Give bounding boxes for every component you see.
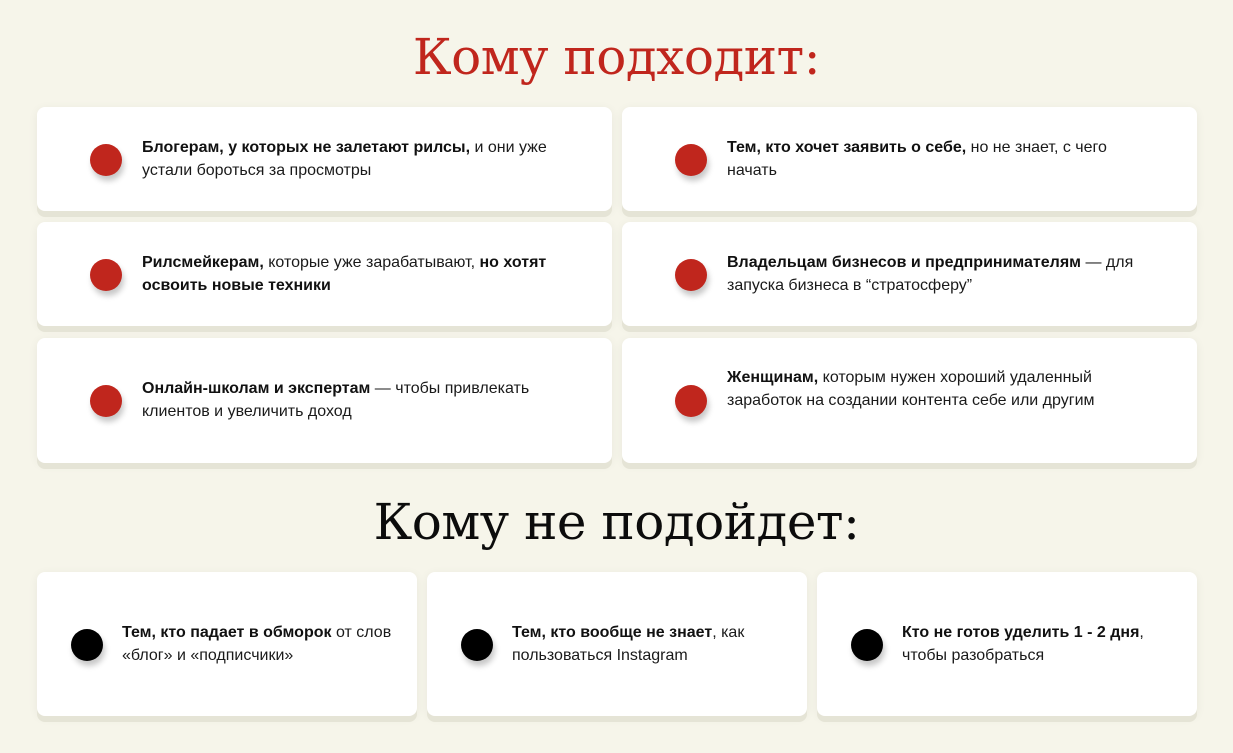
red-bullet-icon	[675, 259, 707, 291]
bold-text-segment: Тем, кто хочет заявить о себе,	[727, 139, 967, 156]
fit-card-5	[37, 338, 612, 463]
bold-text-segment: Тем, кто вообще не знает	[512, 624, 713, 641]
fit-card-text	[142, 377, 542, 423]
bold-text-segment: Блогерам, у которых не залетают рилсы,	[142, 139, 471, 156]
red-bullet-icon	[90, 259, 122, 291]
black-bullet-icon	[851, 629, 883, 661]
text-segment: но не знает, с чего начать	[727, 139, 1107, 179]
bold-text-segment: Тем, кто падает в обморок	[122, 624, 332, 641]
red-bullet-icon	[675, 385, 707, 417]
red-bullet-icon	[90, 385, 122, 417]
black-bullet-icon	[71, 629, 103, 661]
fit-card-3	[37, 222, 612, 326]
fit-card-1	[37, 107, 612, 211]
notfit-card-text	[902, 621, 1172, 667]
red-bullet-icon	[90, 144, 122, 176]
text-segment: , чтобы разобраться	[902, 624, 1144, 664]
notfit-card-3	[817, 572, 1197, 716]
fit-card-4	[622, 222, 1197, 326]
fit-card-2	[622, 107, 1197, 211]
notfit-card-text	[512, 621, 782, 667]
text-segment: и они уже устали бороться за просмотры	[142, 139, 547, 179]
text-segment: — для запуска бизнеса в “стратосферу”	[727, 254, 1134, 294]
red-bullet-icon	[675, 144, 707, 176]
fit-card-text	[727, 251, 1157, 297]
text-segment: , как пользоваться Instagram	[512, 624, 745, 664]
bold-text-segment: Женщинам,	[727, 369, 819, 386]
fit-card-text	[727, 136, 1147, 182]
notfit-card-2	[427, 572, 807, 716]
fit-card-text	[142, 136, 582, 182]
bold-text-segment: Кто не готов уделить 1 - 2 дня	[902, 624, 1140, 641]
fit-card-6	[622, 338, 1197, 463]
text-segment: от слов «блог» и «подписчики»	[122, 624, 392, 664]
black-bullet-icon	[461, 629, 493, 661]
bold-text-segment: Рилсмейкерам,	[142, 254, 264, 271]
text-segment: которые уже зарабатывают,	[263, 254, 480, 271]
notfit-section-title: Кому не подойдет:	[373, 493, 860, 551]
fit-card-text	[142, 251, 582, 297]
text-segment: — чтобы привлекать клиентов и увеличить доход	[142, 380, 530, 420]
bold-text-segment: Владельцам бизнесов и предпринимателям	[727, 254, 1081, 271]
notfit-card-1	[37, 572, 417, 716]
bold-text-segment: но хотят освоить новые техники	[142, 254, 547, 294]
notfit-card-text	[122, 621, 392, 667]
fit-card-text	[727, 366, 1157, 412]
bold-text-segment: Онлайн-школам и экспертам	[142, 380, 371, 397]
fit-section-title: Кому подходит:	[412, 28, 821, 86]
text-segment: которым нужен хороший удаленный заработок на создании контента себе или другим	[727, 369, 1095, 409]
